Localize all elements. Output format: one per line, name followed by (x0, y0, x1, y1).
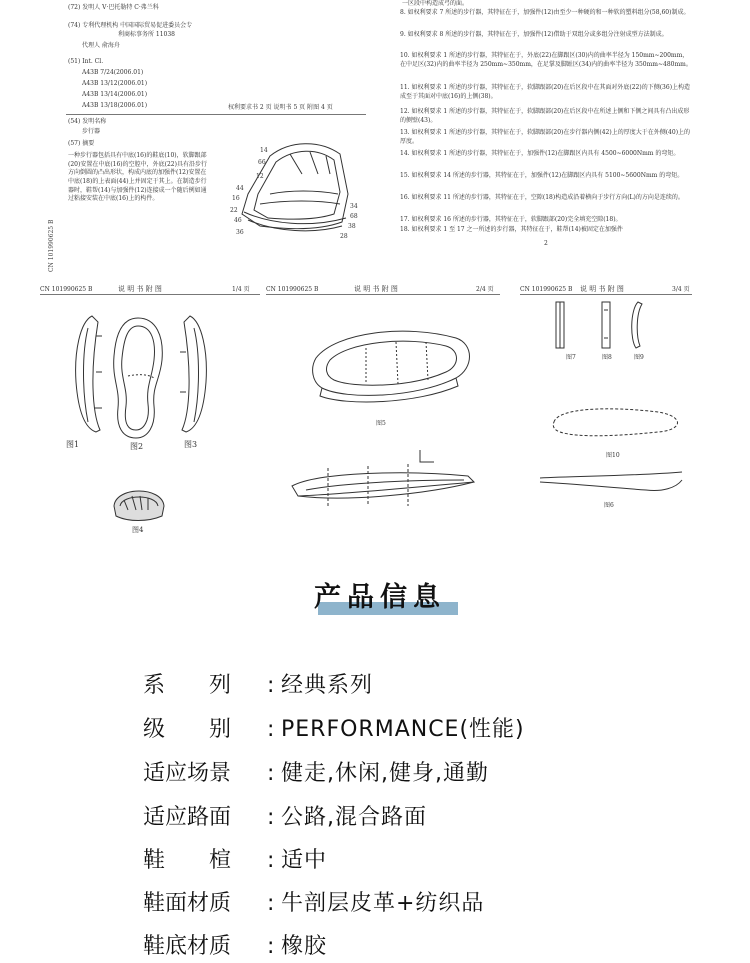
spec-value: 公路,混合路面 (281, 805, 427, 830)
abstract-figure (230, 134, 370, 244)
spec-label: 鞋 楦 (143, 848, 232, 873)
header-divider (66, 114, 366, 115)
claim-15: 15. 如权利要求 14 所述的步行器，其特征在于，加强件(12)在脚跟区内具有 5100~5600Nmm 的弯矩。 (400, 172, 684, 179)
spec-row-sole-material: 鞋底材质 : 橡胶 (143, 929, 327, 963)
fig5-label: 图5 (376, 420, 386, 427)
spec-label: 鞋底材质 (143, 934, 232, 959)
figure-5-perspective (306, 318, 476, 406)
fig6-label: 图6 (604, 502, 614, 509)
claim-14: 14. 如权利要求 1 所述的步行器，其特征在于，加强件(12)在脚跟区内具有 4500~6000Nmm 的弯矩。 (400, 150, 680, 157)
spec-row-surface: 适应路面 : 公路,混合路面 (143, 800, 427, 834)
ipc-line-2: A43B 13/12(2006.01) (82, 80, 148, 87)
ref-22: 22 (230, 207, 238, 214)
spec-label: 鞋面材质 (143, 891, 232, 916)
figure-6-stiffener-profile (536, 470, 686, 500)
fig2-label: 图2 (130, 442, 144, 451)
ipc-line-1: A43B 7/24(2006.01) (82, 69, 144, 76)
figure-8-section (598, 300, 614, 350)
claim-16: 16. 如权利要求 11 所述的步行器，其特征在于，空隙(18)构造成沿着横向于步行方向(L)的方向是连续的。 (400, 194, 684, 201)
ipc-line-4: A43B 13/18(2006.01) (82, 102, 148, 109)
product-info-heading-block (300, 575, 460, 619)
ref-46: 46 (234, 217, 242, 224)
ref-28: 28 (340, 233, 348, 240)
int-cl-line: (51) Int. Cl. (68, 58, 104, 65)
agent-line: 代理人 俞海舟 (82, 42, 120, 49)
sheet2-left: CN 101990625 B (266, 286, 319, 293)
spec-value: 适中 (281, 848, 328, 873)
figure-2-top-view (108, 316, 168, 440)
product-info-heading: 产品信息 (314, 582, 446, 613)
ref-66: 66 (258, 159, 266, 166)
figure-10-insole-outline (548, 402, 688, 442)
spec-row-level: 级 别 : PERFORMANCE(性能) (143, 712, 525, 746)
inventor-line: (72) 发明人 V·巴托勒特 C·弗兰科 (68, 4, 159, 11)
ref-44: 44 (236, 185, 244, 192)
spec-label: 适应路面 (143, 805, 232, 830)
fig1-label: 图1 (66, 440, 80, 449)
spec-label: 级 别 (143, 717, 232, 742)
figure-3-side-view (178, 312, 218, 436)
spec-value: PERFORMANCE(性能) (281, 717, 525, 742)
ref-16: 16 (232, 195, 240, 202)
sheet1-left: CN 101990625 B (40, 286, 93, 293)
claim-13: 13. 如权利要求 1 所述的步行器，其特征在于，软脚跟部(20)在步行器内侧(42)上的厚度大于在外侧(40)上的厚度。 (400, 129, 691, 145)
agency-line-2: 利商标事务所 11038 (118, 31, 175, 38)
sheet3-right: 3/4 页 (672, 286, 690, 293)
claim-18: 18. 如权利要求 1 至 17 之一所述的步行器，其特征在于，鞋帮(14)被固定在加强件 (400, 226, 623, 233)
figure-6-longitudinal-section (288, 446, 478, 516)
claims-page-number: 2 (544, 240, 548, 247)
ref-14: 14 (260, 147, 268, 154)
sheet1-right: 1/4 页 (232, 286, 250, 293)
ref-68: 68 (350, 213, 358, 220)
sheet3-left: CN 101990625 B (520, 286, 573, 293)
claim-10: 10. 如权利要求 1 所述的步行器，其特征在于，外底(22)在脚跟区(30)内的曲率半径为 150mm~200mm，在中足区(32)内的曲率半径为 250mm~350mm，在足掌及脚趾区(34)内的曲率半径为 350mm~480mm。 (400, 52, 692, 68)
spec-value: 橡胶 (281, 934, 328, 959)
claim-8: 8. 如权利要求 7 所述的步行器，其特征在于，加强件(12)由至少一种硬的和一种软的塑料组分(58,60)制成。 (400, 9, 690, 16)
page-info: 权利要求书 2 页 说明书 5 页 附图 4 页 (228, 104, 333, 111)
patent-side-id: CN 101990625 B (48, 219, 55, 272)
fig10-label: 图10 (606, 452, 620, 459)
invention-title: 步行器 (82, 128, 101, 135)
claim-9: 9. 如权利要求 8 所述的步行器，其特征在于，加强件(12)借助于双组分或多组分注射成型方法制成。 (400, 31, 668, 38)
spec-row-series: 系 列 : 经典系列 (143, 668, 373, 702)
fig9-label: 图9 (634, 354, 644, 361)
fig3-label: 图3 (184, 440, 198, 449)
ref-36: 36 (236, 229, 244, 236)
sheet2-right: 2/4 页 (476, 286, 494, 293)
sheet3-center: 说 明 书 附 图 (580, 285, 624, 293)
ipc-line-3: A43B 13/14(2006.01) (82, 91, 148, 98)
abstract-text: 一种步行器包括具有中底(16)的鞋底(10)，软脚跟部(20)安置在中底(16)的空腔中，外底(22)具有沿步行方向倒圆的凸出形状，构成内底的加强件(12)安置在中底(18)的上表面(44)上并固定于其上。在制造步行器时，鞋帮(14)与加强件(12)连接成一个随后例如通过粘接安装在中底(16)上的构件。 (68, 152, 207, 203)
spec-value: 牛剖层皮革+纺织品 (281, 891, 485, 916)
agency-line: (74) 专利代理机构 中国国际贸易促进委员会专 (68, 22, 193, 29)
spec-row-upper-material: 鞋面材质 : 牛剖层皮革+纺织品 (143, 886, 484, 920)
fig8-label: 图8 (602, 354, 612, 361)
spec-row-last: 鞋 楦 : 适中 (143, 843, 327, 877)
ref-34: 34 (350, 203, 358, 210)
figure-9-section (626, 300, 644, 350)
spec-value: 经典系列 (281, 673, 374, 698)
ref-38: 38 (348, 223, 356, 230)
sheet1-center: 说 明 书 附 图 (118, 285, 162, 293)
spec-row-scenario: 适应场景 : 健走,休闲,健身,通勤 (143, 756, 489, 790)
abstract-label: (57) 摘要 (68, 140, 95, 147)
title-label: (54) 发明名称 (68, 118, 107, 125)
claim-11: 11. 如权利要求 1 所述的步行器，其特征在于，软脚跟部(20)在后区段中在其面对外底(22)的下侧(36)上构造成至于其面对中底(16)的上侧(38)。 (400, 84, 691, 100)
claim-17: 17. 如权利要求 16 所述的步行器，其特征在于，软脚跟部(20)完全填充空隙(18)。 (400, 216, 622, 223)
spec-label: 适应场景 (143, 761, 232, 786)
ref-12: 12 (256, 173, 264, 180)
spec-value: 健走,休闲,健身,通勤 (281, 761, 489, 786)
figure-1-side-view (62, 312, 106, 436)
sheet2-center: 说 明 书 附 图 (354, 285, 398, 293)
claim-12: 12. 如权利要求 1 所述的步行器，其特征在于，软脚跟部(20)在后区段中在所述上侧和下侧之间具有凸出成形的侧壁(43)。 (400, 108, 690, 124)
fig7-label: 图7 (566, 354, 576, 361)
fig4-label: 图4 (132, 526, 144, 534)
figure-7-section (552, 300, 568, 350)
figure-4-cross-section (108, 476, 170, 526)
claims-top: 一区段中构造成弓的面。 (402, 0, 469, 7)
spec-label: 系 列 (143, 673, 232, 698)
